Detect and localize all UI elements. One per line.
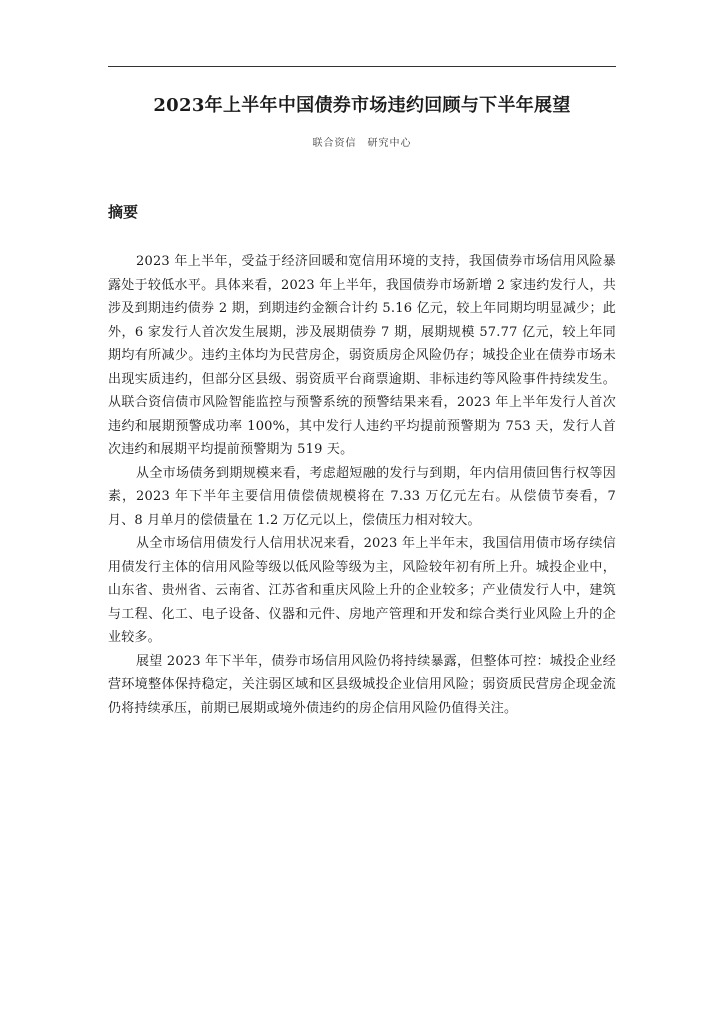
header-rule (108, 66, 616, 67)
abstract-body (108, 250, 616, 720)
abstract-paragraph-4: 展望 2023 年下半年，债券市场信用风险仍将持续暴露，但整体可控：城投企业经营环境整体保持稳定，关注弱区域和区县级城投企业信用风险；弱资质民营房企现金流仍将持续承压，前期已展期或境外债违约的房企信用风险仍值得关注。 (108, 653, 616, 716)
abstract-paragraph-3: 从全市场信用债发行人信用状况来看，2023 年上半年末，我国信用债市场存续信用债发行主体的信用风险等级以低风险等级为主，风险较年初有所上升。城投企业中，山东省、贵州省、云南省、江苏省和重庆风险上升的企业较多；产业债发行人中，建筑与工程、化工、电子设备、仪器和元件、房地产管理和开发和综合类行业风险上升的企业较多。 (108, 536, 616, 645)
author-line: 联合资信 研究中心 (312, 138, 412, 149)
abstract-paragraph-2: 从全市场债务到期规模来看，考虑超短融的发行与到期，年内信用债回售行权等因素，2023 年下半年主要信用债偿债规模将在 7.33 万亿元左右。从偿债节奏看，7 月、8 月单月的偿债量在 1.2 万亿元以上，偿债压力相对较大。 (108, 465, 616, 528)
abstract-paragraph-1: 2023 年上半年，受益于经济回暖和宽信用环境的支持，我国债券市场信用风险暴露处于较低水平。具体来看，2023 年上半年，我国债券市场新增 2 家违约发行人，共涉及到期违约债券 2 期，到期违约金额合计约 5.16 亿元，较上年同期均明显减少；此外，6 家发行人首次发生展期，涉及展期债券 7 期，展期规模 57.77 亿元，较上年同期均有所减少。违约主体均为民营房企，弱资质房企风险仍存；城投企业在债券市场未出现实质违约，但部分区县级、弱资质平台商票逾期、非标违约等风险事件持续发生。从联合资信债市风险智能监控与预警系统的预警结果来看，2023 年上半年发行人首次违约和展期预警成功率 100%，其中发行人违约平均提前预警期为 753 天，发行人首次违约和展期平均提前预警期为 519 天。 (108, 254, 616, 457)
abstract-heading: 摘要 (108, 203, 139, 221)
document-title: 2023年上半年中国债券市场违约回顾与下半年展望 (153, 95, 571, 116)
